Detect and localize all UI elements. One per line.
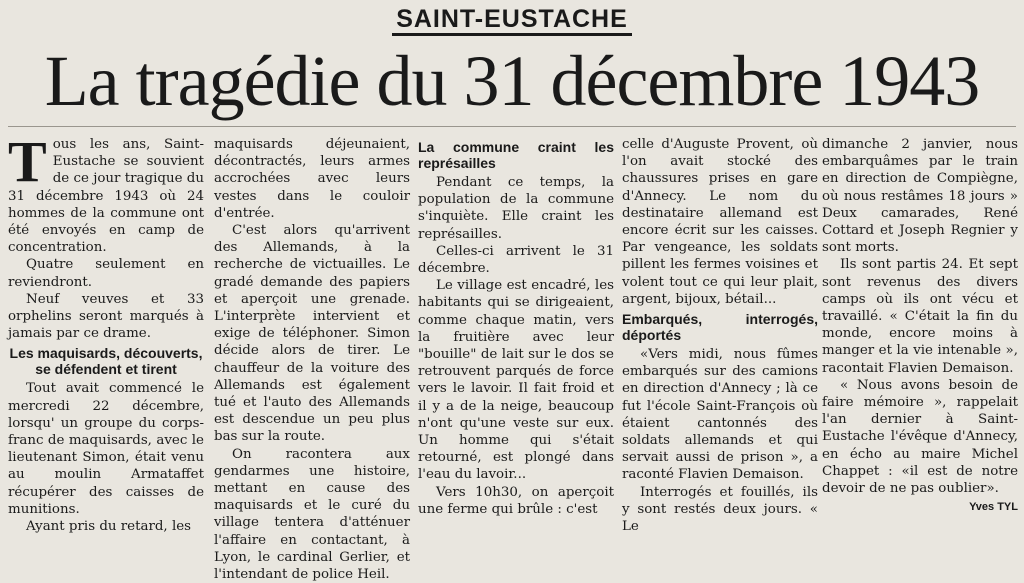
paragraph: « Nous avons besoin de faire mémoire », rappelait l'an dernier à Saint-Eustache l'évêque d'Annecy, en écho au maire Michel Chappet : «il est de notre devoir de ne pas oublier». <box>822 377 1018 497</box>
article-column-3 <box>418 136 614 521</box>
paragraph: Interrogés et fouillés, ils y sont restés deux jours. « Le <box>622 484 818 535</box>
article-column-1 <box>8 129 204 535</box>
subheading: Embarqués, interrogés, déportés <box>622 311 818 344</box>
paragraph: Pendant ce temps, la population de la commune s'inquiète. Elle craint les représailles. <box>418 175 614 242</box>
author-signature: Yves TYL <box>969 501 1018 514</box>
article-column-2 <box>214 136 410 583</box>
divider <box>8 126 1016 127</box>
paragraph: Celles-ci arrivent le 31 décembre. <box>418 243 614 277</box>
paragraph: On racontera aux gendarmes une histoire, mettant en cause des maquisards et le curé du village tentera d'atténuer l'affaire en contactant, à Lyon, le cardinal Gerlier, et l'intendant de police Heil. <box>214 446 410 583</box>
paragraph: Ils sont partis 24. Et sept sont revenus des divers camps où ils ont vécu et travaillé. « C'était la fin du monde, encore moins à manger et la vie intenable », racontait Flavien Demaison. <box>822 257 1018 376</box>
subheading: Les maquisards, découverts, se défendent et tirent <box>9 345 203 378</box>
paragraph: «Vers midi, nous fûmes embarqués sur des camions en direction d'Annecy ; là ce fut l'école Saint-François où étaient cantonnés des soldats allemands et qui servait aussi de prison », a raconté Flavien Demaison. <box>622 347 818 483</box>
kicker-text: SAINT-EUSTACHE <box>392 5 632 36</box>
subheading: La commune craint les représailles <box>418 139 614 171</box>
paragraph: Vers 10h30, on aperçoit une ferme qui brûle : c'est <box>418 484 614 517</box>
paragraph: maquisards déjeunaient, décontractés, leurs armes accrochées avec leurs vestes dans le couloir d'entrée. <box>214 137 410 221</box>
drop-cap: T <box>8 129 47 194</box>
paragraph: Le village est encadré, les habitants qui se dirigeaient, comme chaque matin, vers la fruitière avec leur "bouille" de lait sur le dos se retrouvent parqués de force vers le lavoir. Il fait froid et il y a de la neige, beaucoup n'ont qu'une veste sur eux. Un homme qui s'était retourné, est plongé dans l'eau du lavoir... <box>418 278 614 483</box>
paragraph: Tout avait commencé le mercredi 22 décembre, lorsqu' un groupe du corps-franc de maquisards, avec le lieutenant Simon, était venu au moulin Armataffet récupérer des caisses de munitions. <box>8 381 204 517</box>
paragraph: ous les ans, Saint-Eustache se souvient de ce jour tragique du 31 décembre 1943 où 24 hommes de la commune ont été envoyés en camp de concentration. <box>8 137 204 256</box>
paragraph: C'est alors qu'arrivent des Allemands, à la recherche de victuailles. Le gradé demande des papiers et aperçoit une grenade. L'interprète intervient et exige de téléphoner. Simon décide alors de tirer. Le chauffeur de la voiture des Allemands est également tué et l'auto des Allemands est descendue un peu plus bas sur la route. <box>214 223 410 445</box>
section-kicker <box>0 4 1024 34</box>
paragraph: Quatre seulement en reviendront. <box>8 257 204 290</box>
paragraph: dimanche 2 janvier, nous embarquâmes par le train en direction de Compiègne, où nous restâmes 18 jours » Deux camarades, René Cottard et Joseph Regnier y sont morts. <box>822 137 1018 256</box>
paragraph: Ayant pris du retard, les <box>26 519 192 535</box>
paragraph: celle d'Auguste Provent, où l'on avait stocké des chaussures prises en gare d'Annecy. Le nom du destinataire allemand est encore écrit sur les caisses. Par vengeance, les soldats pillent les fermes voisines et volent tout ce qui leur plait, argent, bijoux, bétail... <box>622 137 818 307</box>
headline: La tragédie du 31 décembre 1943 <box>44 41 980 121</box>
article-column-5 <box>822 136 1018 521</box>
paragraph: Neuf veuves et 33 orphelins seront marqués à jamais par ce drame. <box>8 291 204 342</box>
article-column-4 <box>622 136 818 535</box>
